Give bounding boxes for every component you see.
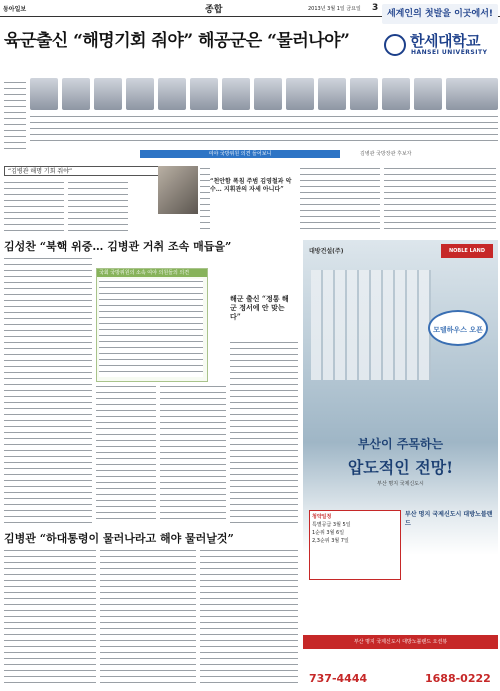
portrait-row — [30, 78, 498, 148]
article-text — [4, 180, 64, 232]
hansei-emblem-icon — [384, 34, 406, 56]
article-text — [68, 180, 128, 232]
ad-schedule-item: 1순위 3월 6일 — [312, 530, 345, 536]
ad-schedule-title: 청약일정 — [312, 514, 332, 520]
page-number: 3 — [372, 3, 379, 13]
info-box-text — [99, 279, 203, 377]
ad-phone-1[interactable]: 737-4444 — [309, 672, 368, 685]
info-box — [96, 268, 208, 382]
article-subhead: “김병관 해명 기회 줘야” — [4, 166, 194, 176]
ad-brand: 대방건설(주) — [309, 248, 344, 255]
portrait-photo — [190, 78, 218, 110]
article-text — [96, 384, 156, 524]
portrait-photo — [94, 78, 122, 110]
portrait-photo — [414, 78, 442, 110]
info-box-title: 국회 국방위원의 소속 여야 의원들의 의견 — [97, 269, 207, 277]
portrait-photo — [62, 78, 90, 110]
ad-phone-bar — [303, 670, 498, 690]
hansei-ad[interactable] — [382, 4, 498, 62]
ad-schedule — [309, 510, 401, 580]
portrait-caption-right: 김병관 국방장관 후보자 — [360, 151, 412, 157]
portrait-photo — [126, 78, 154, 110]
lead-column — [4, 80, 26, 150]
ad-tagline-main: 압도적인 전망! — [347, 458, 454, 477]
portrait-photo — [286, 78, 314, 110]
article-photo — [158, 166, 198, 214]
portrait-photo — [382, 78, 410, 110]
article-text — [300, 166, 380, 232]
portrait-photo — [158, 78, 186, 110]
ad-schedule-item: 2,3순위 3월 7일 — [312, 538, 349, 544]
portrait-photo — [222, 78, 250, 110]
pull-quote-2: 해군 출신 “정통 해군 정서에 안 맞는다” — [230, 294, 289, 321]
portrait-photo — [30, 78, 58, 110]
section-title: 종합 — [205, 5, 223, 15]
portrait-photo — [254, 78, 282, 110]
article-text — [100, 548, 196, 688]
ad-logo: NOBLE LAND — [441, 244, 493, 258]
ad-building-image — [311, 270, 431, 380]
ad-subtitle: 부산 명지 국제신도시 — [377, 481, 424, 487]
main-headline: 육군출신 “해명기회 줘야” 해공군은 “물러나야” — [4, 31, 350, 51]
article-text — [230, 340, 298, 526]
portrait-caption: 여야 국방위원 의견 들어보니 — [140, 150, 340, 158]
portrait-photo — [470, 78, 498, 110]
ad-bottom-banner: 부산 명지 국제신도시 대방노블랜드 오션뷰 — [303, 635, 498, 649]
article-text — [4, 548, 96, 688]
hansei-name: 한세대학교 — [410, 32, 480, 50]
portrait-captions — [30, 114, 498, 144]
hansei-slogan: 세계인의 첫발을 이곳에서! — [382, 4, 498, 24]
third-headline: 김병관 “하대통령이 물러나라고 해야 물러날것” — [4, 532, 234, 545]
portrait-photo — [350, 78, 378, 110]
pull-quote: “천안함 폭침 주범 김영철과 악수… 지휘관의 자세 아니다” — [210, 178, 292, 193]
ad-project-name: 부산 명지 국제신도시 대방노블랜드 — [405, 511, 493, 527]
second-headline: 김성찬 “북핵 위중… 김병관 거취 조속 매듭을” — [4, 240, 232, 253]
article-text — [4, 256, 92, 526]
article-text — [384, 166, 496, 232]
newspaper-logo: 동아일보 — [3, 6, 27, 13]
article-text — [160, 384, 226, 524]
ad-schedule-item: 특별공급 3월 5일 — [312, 522, 351, 528]
ad-tagline: 부산이 주목하는 — [357, 437, 444, 451]
article-text — [200, 548, 298, 688]
portrait-photo — [318, 78, 346, 110]
hansei-name-en: HANSEI UNIVERSITY — [411, 49, 488, 56]
ad-phone-2[interactable]: 1688-0222 — [425, 672, 491, 685]
ad-badge: 모델하우스 오픈 — [428, 310, 488, 346]
article-text — [200, 166, 210, 232]
issue-date: 2013년 3월 1일 금요일 — [308, 6, 361, 12]
daebang-ad[interactable] — [303, 240, 498, 690]
